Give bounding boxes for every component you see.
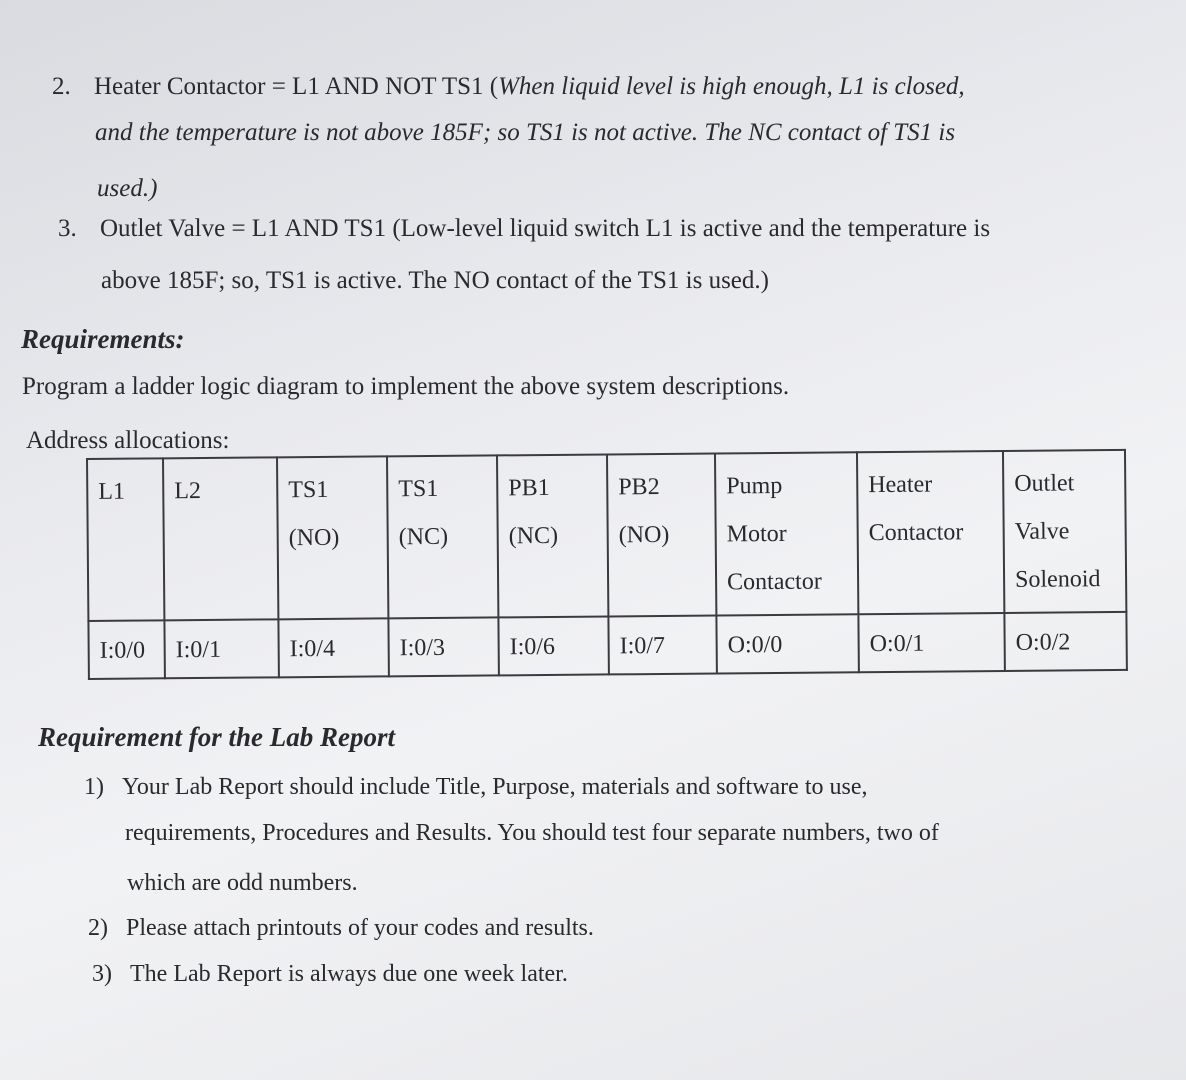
table-cell: I:0/0 xyxy=(88,620,165,679)
table-cell: I:0/6 xyxy=(498,616,609,675)
report-item-number: 2) xyxy=(88,915,108,941)
item-number: 2. xyxy=(52,73,71,100)
table-header-cell: L2 xyxy=(163,457,278,620)
requirements-heading: Requirements: xyxy=(21,324,185,354)
report-item-1-line-1 xyxy=(84,774,867,801)
table-header-cell: Pump Motor Contactor xyxy=(715,452,858,615)
table-address-row xyxy=(88,612,1126,679)
report-item-number: 1) xyxy=(84,774,104,800)
address-allocation-table xyxy=(86,449,1128,680)
program-instruction: Program a ladder logic diagram to implement the above system descriptions. xyxy=(22,373,790,400)
table-header-cell: L1 xyxy=(87,458,164,621)
table-cell: I:0/3 xyxy=(388,617,499,676)
item-2-line-1 xyxy=(52,74,965,99)
table-header-cell: TS1 (NO) xyxy=(277,456,388,619)
item-text: Outlet Valve = L1 AND TS1 (Low-level liquid switch L1 is active and the temperature is xyxy=(100,215,991,242)
report-item-3 xyxy=(92,961,568,988)
report-item-1-line-2: requirements, Procedures and Results. You should test four separate numbers, two of xyxy=(125,820,939,846)
table-cell: I:0/1 xyxy=(164,619,279,678)
item-2-line-2: and the temperature is not above 185F; so TS1 is not active. The NC contact of TS1 is xyxy=(95,119,956,146)
item-number: 3. xyxy=(58,215,77,242)
report-item-1-line-3: which are odd numbers. xyxy=(127,870,358,896)
table-header-cell: PB1 (NC) xyxy=(497,454,608,617)
table-header-cell: Heater Contactor xyxy=(857,451,1004,614)
item-3-line-1 xyxy=(58,216,990,241)
table-cell: I:0/7 xyxy=(608,616,717,675)
address-allocations-label: Address allocations: xyxy=(26,427,230,454)
table-cell: O:0/1 xyxy=(858,613,1005,672)
table-cell: O:0/2 xyxy=(1004,612,1127,671)
item-3-line-2: above 185F; so, TS1 is active. The NO contact of the TS1 is used.) xyxy=(101,267,769,294)
table-cell: I:0/4 xyxy=(278,618,389,677)
report-item-number: 3) xyxy=(92,961,112,987)
table-header-cell: PB2 (NO) xyxy=(607,454,716,617)
report-item-text: The Lab Report is always due one week later. xyxy=(130,961,568,987)
report-heading: Requirement for the Lab Report xyxy=(38,722,395,752)
table-header-cell: Outlet Valve Solenoid xyxy=(1003,450,1126,613)
item-text: Heater Contactor = L1 AND NOT TS1 ( xyxy=(94,73,499,100)
report-item-text: Please attach printouts of your codes and results. xyxy=(126,915,594,941)
table-header-row xyxy=(87,450,1126,621)
item-2-line-3: used.) xyxy=(97,175,158,202)
table-cell: O:0/0 xyxy=(716,614,859,673)
item-italic-text: When liquid level is high enough, L1 is closed, xyxy=(498,73,965,100)
table-header-cell: TS1 (NC) xyxy=(387,455,498,618)
report-item-2 xyxy=(88,915,594,942)
report-item-text: Your Lab Report should include Title, Purpose, materials and software to use, xyxy=(122,774,868,800)
